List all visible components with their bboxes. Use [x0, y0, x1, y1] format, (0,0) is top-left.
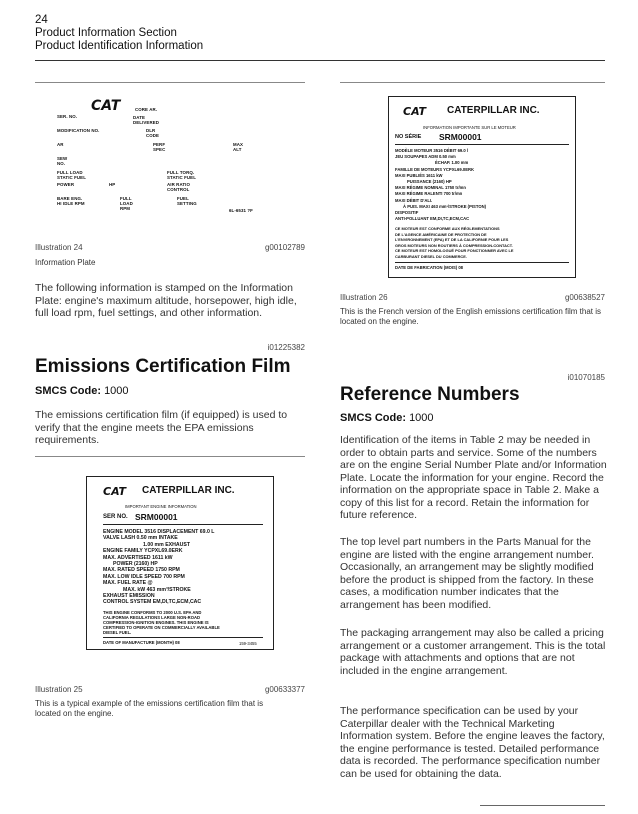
page-number: 24 [35, 14, 48, 26]
plate-label: FULL TORQ. STATIC FUEL [167, 170, 196, 180]
film-divider [395, 144, 569, 145]
film-notice: INFORMATION IMPORTANTE SUR LE MOTEUR [423, 125, 516, 130]
info-plate-paragraph: The following information is stamped on the Information Plate: engine's maximum altitude, horsepower, high idle, full load rpm, fuel settings, and other information. [35, 282, 297, 319]
plate-label: SER. NO. [57, 114, 78, 119]
compliance-line: CARBURANT DIESEL DU COMMERCE. [395, 253, 467, 259]
illustration-caption: This is a typical example of the emissions certification film that is located on the engine. [35, 699, 264, 718]
film-spec-line: MAXI RÉGIME NOMINAL 1750 tr/mn [395, 185, 466, 191]
illustration-24-caption-row [35, 243, 305, 252]
film-spec-line: ENGINE MODEL 3516 DISPLACEMENT 69.0 L [103, 529, 215, 535]
film-spec-line: PUISSANCE (2160) HP [407, 179, 452, 185]
emissions-film-french [388, 96, 576, 278]
compliance-line: DE L'AGENCE AMÉRICAINE DE PROTECTION DE [395, 231, 487, 237]
compliance-line: CE MOTEUR EST HOMOLOGUÉ POUR FONCTIONNER AVEC LE [395, 248, 514, 254]
plate-label: FUEL SETTING [177, 196, 197, 206]
film-spec-line: 1.00 mm EXHAUST [143, 541, 190, 548]
emissions-film-english [86, 476, 274, 650]
plate-label: PERF SPEC [153, 142, 166, 152]
manufacture-date: DATE DE FABRICATION (MOIS) 08 [395, 265, 464, 270]
compliance-line: COMPRESSION-IGNITION ENGINES. THIS ENGINE IS [103, 620, 209, 625]
emissions-paragraph: The emissions certification film (if equipped) is used to verify that the engine meets the EPA emissions requirements. [35, 409, 288, 446]
film-spec-line: MAXI DÉBIT D'ALI. [395, 197, 433, 203]
illustration-26-caption-row [340, 293, 605, 302]
smcs-value: 1000 [104, 385, 129, 397]
reference-paragraph-3: The packaging arrangement may also be called a pricing arrangement or a customer arrangement. This is the total package with attachments and options that are not included in the engine arrangement. [340, 627, 606, 677]
figure-id: i01070185 [567, 373, 605, 382]
illustration-label: Illustration 25 [35, 685, 83, 694]
plate-label: AR [57, 142, 64, 147]
plate-label: AIR RATIO CONTROL [167, 182, 191, 192]
plate-label: FULL LOAD RPM [120, 196, 133, 211]
film-notice: IMPORTANT ENGINE INFORMATION [125, 504, 197, 509]
plate-label: SEW NO. [57, 156, 68, 166]
film-spec-line: JEU SOUPAPES ADM 0.50 mm [395, 154, 456, 160]
plate-label: 6L-6531 ?F [229, 208, 253, 213]
compliance-line: CALIFORNIA REGULATIONS LARGE NON-ROAD [103, 615, 201, 620]
plate-label: DATE DELIVERED [133, 115, 160, 125]
film-brand: CATERPILLAR INC. [142, 485, 235, 496]
compliance-line: CE MOTEUR EST CONFORME AUX RÉGLEMENTATIONS [395, 226, 500, 231]
film-compliance [395, 226, 513, 260]
compliance-line: L'ENVIRONNEMENT (EPA) ET DE LA CALIFORNIE POUR LES [395, 237, 509, 243]
figure-top-rule [35, 82, 305, 83]
film-spec-line: VALVE LASH 0.50 mm INTAKE [103, 535, 178, 542]
film-spec-line: MAX. RATED SPEED 1750 RPM [103, 567, 180, 574]
part-number: 159-3455 [239, 641, 257, 646]
plate-label: MAX ALT [233, 142, 244, 152]
plate-label: CORE AR. [135, 107, 158, 112]
ser-value: SRM00001 [439, 132, 482, 142]
smcs-label: SMCS Code: [35, 385, 101, 397]
plate-label: POWER [57, 182, 75, 187]
plate-label: BARE ENG. HI IDLE RPM [57, 196, 85, 206]
film-divider [103, 524, 263, 525]
section-heading: Emissions Certification Film [35, 356, 291, 377]
film-divider [103, 637, 263, 638]
plate-label: HP [109, 182, 116, 187]
film-spec-line: À PUIS. MAXI 463 mm³/STROKE (PISTON) [403, 203, 486, 209]
section-title: Product Information Section [35, 27, 177, 39]
illustration-id: g00102789 [264, 243, 305, 252]
compliance-line: GROS MOTEURS NON ROUTIERS À COMPRESSION-CONTACT. [395, 242, 513, 248]
film-spec-line: POWER (2160) HP [113, 561, 158, 568]
film-compliance [103, 610, 220, 635]
smcs-code [340, 412, 434, 424]
footer-rule [480, 805, 605, 806]
plate-label: FULL LOAD STATIC FUEL [57, 170, 86, 180]
film-spec-line: MAX. FUEL RATE @ [103, 580, 153, 587]
film-spec-line: MODÈLE MOTEUR 3516 DÉBIT 69.0 l [395, 148, 469, 153]
compliance-line: DIESEL FUEL. [103, 630, 132, 635]
illustration-id: g00633377 [264, 685, 305, 694]
film-spec-line: CONTROL SYSTEM EM,DI,TC,ECM,CAC [103, 599, 202, 606]
plate-label: MODIFICATION NO. [57, 128, 100, 133]
film-spec-list [103, 529, 214, 606]
reference-paragraph-4: The performance specification can be used by your Caterpillar dealer with the Technical Marketing Information system. Before the engine leaves the factory, the engine performance is tested. Detailed performance data is recorded. The performance specification number can be used for obtaining the data. [340, 705, 605, 780]
film-spec-line: ENGINE FAMILY YCPXL69.0ERK [103, 548, 183, 555]
compliance-line: THIS ENGINE CONFORMS TO 2000 U.S. EPA AND [103, 610, 202, 615]
cat-logo: CAT [103, 485, 127, 498]
smcs-label: SMCS Code: [340, 412, 406, 424]
illustration-caption: This is the French version of the English emissions certification film that is located on the engine. [340, 307, 601, 326]
smcs-code [35, 385, 129, 397]
subsection-title: Product Identification Information [35, 40, 204, 52]
illustration-caption: Information Plate [35, 258, 96, 267]
film-brand: CATERPILLAR INC. [447, 105, 540, 116]
film-spec-line: ANTI-POLLUANT EM,DI,TC,ECM,CAC [395, 216, 470, 222]
reference-paragraph-1: Identification of the items in Table 2 may be needed in order to obtain parts and service. Some of the numbers are on the engine Serial Number Plate and/or Information Plate. Locate the information for your engine. Record the information on the appropriate space in Table 2. Make a copy of this list for a record. Retain the information for future reference. [340, 434, 607, 521]
reference-paragraph-2: The top level part numbers in the Parts Manual for the engine are listed with the engine arrangement number. Occasionally, an arrangement may be slightly modified before the product is shipped from the factory. In these cases, a modification number indicates that the arrangement has been modified. [340, 536, 594, 611]
film-spec-list [395, 148, 486, 222]
cat-logo: CAT [91, 98, 121, 114]
illustration-id: g00638527 [564, 293, 605, 302]
film-spec-line: MAXI PUBLIÉS 1611 kW [395, 172, 443, 178]
manufacture-date: DATE OF MANUFACTURE (MONTH) 08 [103, 640, 180, 645]
film-spec-line: DISPOSITIF [395, 210, 419, 216]
film-spec-line: MAX. kW 463 mm³/STROKE [123, 586, 191, 593]
film-spec-line: MAX. ADVERTISED 1611 kW [103, 554, 173, 561]
ser-label: NO SÉRIE [395, 134, 422, 140]
ser-label: SER NO. [103, 514, 128, 520]
cat-logo: CAT [403, 105, 427, 118]
information-plate [57, 98, 277, 230]
figure-top-rule [35, 456, 305, 457]
film-spec-line: EXHAUST EMISSION [103, 593, 155, 600]
compliance-line: CERTIFIED TO OPERATE ON COMMERCIALLY AVAILABLE [103, 625, 220, 630]
illustration-25-caption-row [35, 685, 305, 694]
header-divider [35, 60, 605, 61]
film-spec-line: FAMILLE DE MOTEURS YCPXL69.0ERK [395, 166, 475, 172]
ser-value: SRM00001 [135, 512, 178, 522]
figure-top-rule [340, 82, 605, 83]
plate-label: DLR CODE [146, 128, 160, 138]
film-spec-line: MAXI RÉGIME RALENTI 700 tr/mn [395, 191, 463, 197]
figure-id: i01225382 [267, 343, 305, 352]
illustration-label: Illustration 26 [340, 293, 388, 302]
film-spec-line: ÉCHAP. 1.00 mm [435, 160, 469, 166]
smcs-value: 1000 [409, 412, 434, 424]
film-divider [395, 262, 569, 263]
film-spec-line: MAX. LOW IDLE SPEED 700 RPM [103, 573, 185, 580]
section-heading: Reference Numbers [340, 384, 520, 405]
illustration-label: Illustration 24 [35, 243, 83, 252]
